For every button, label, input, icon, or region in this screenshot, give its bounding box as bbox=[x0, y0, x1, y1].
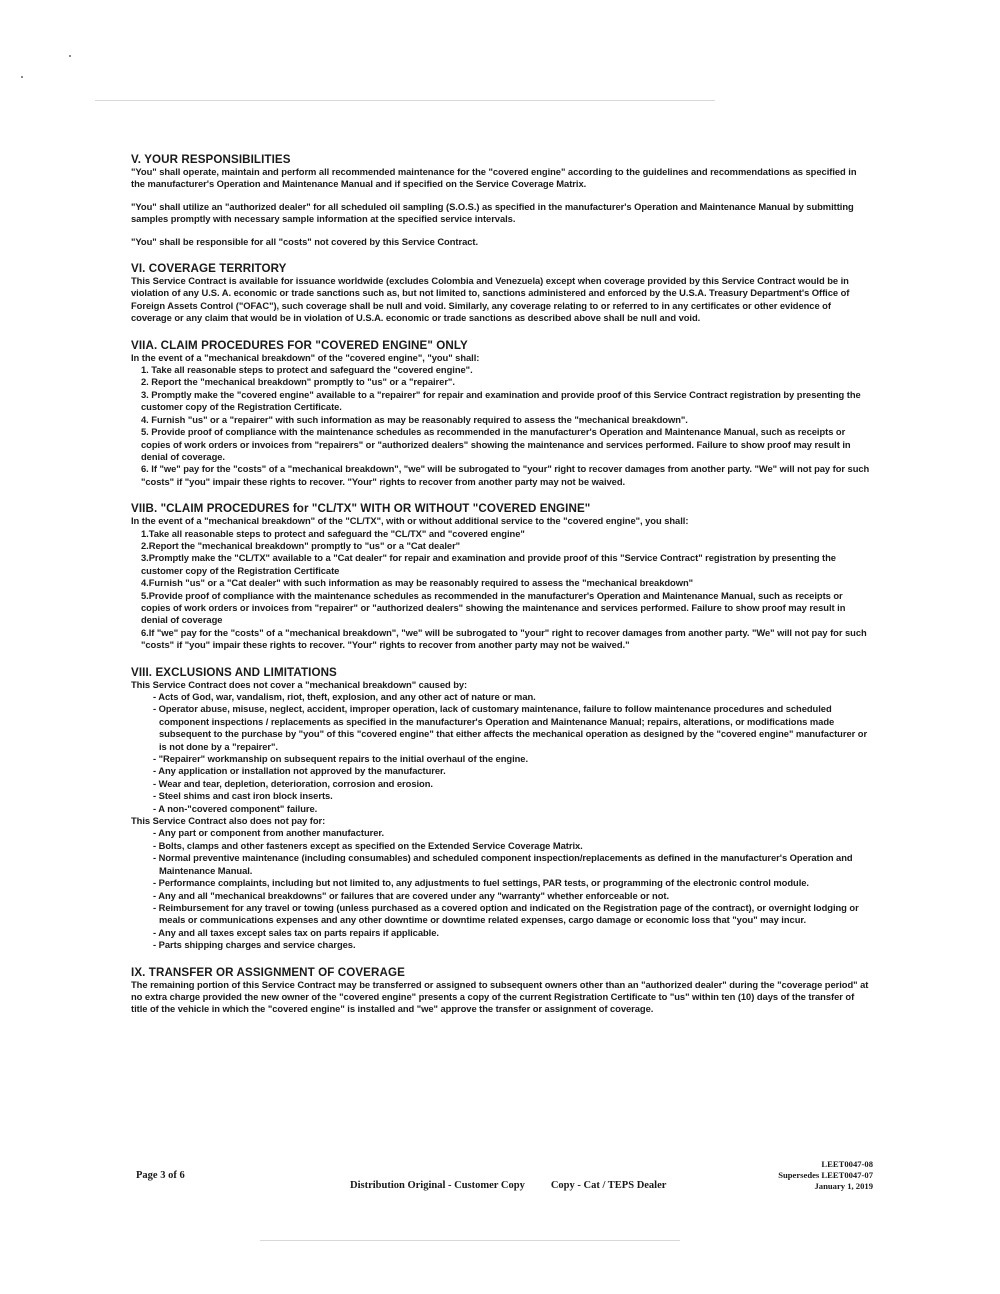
page-number: Page 3 of 6 bbox=[136, 1170, 185, 1181]
scan-artifact-bottom bbox=[260, 1240, 680, 1241]
section-coverage-territory bbox=[131, 262, 871, 325]
list-item: - Any part or component from another manufacturer. bbox=[153, 827, 385, 839]
list-item: 2.Report the "mechanical breakdown" promptly to "us" or a "Cat dealer" bbox=[141, 539, 461, 551]
list-item: - Any and all "mechanical breakdowns" or failures that are covered under any "warranty" whether enforceable or not. bbox=[153, 889, 669, 901]
section-title: VIII. EXCLUSIONS AND LIMITATIONS bbox=[131, 665, 337, 679]
paragraph: "You" shall be responsible for all "costs" not covered by this Service Contract. bbox=[131, 235, 479, 247]
list-item: 4.Furnish "us" or a "Cat dealer" with such information as may be reasonably required to assess the "mechanical breakdown" bbox=[141, 577, 694, 589]
section-intro: This Service Contract also does not pay for: bbox=[131, 815, 326, 827]
supersedes-note: Supersedes LEET0047-07 bbox=[778, 1170, 873, 1180]
effective-date: January 1, 2019 bbox=[814, 1181, 873, 1191]
list-item: - Reimbursement for any travel or towing (unless purchased as a covered option and indicated on the Registration page of the contract), or overnight lodging or meals or communications expenses and any other downtime or downtime related expenses, cargo damage or economic loss that "you" may incur. bbox=[153, 901, 859, 926]
list-item: - A non-"covered component" failure. bbox=[153, 802, 318, 814]
section-claim-procedures-cltx bbox=[131, 502, 871, 651]
list-item: 2. Report the "mechanical breakdown" promptly to "us" or a "repairer". bbox=[141, 376, 455, 388]
list-item: - Wear and tear, depletion, deterioration, corrosion and erosion. bbox=[153, 777, 433, 789]
section-exclusions bbox=[131, 666, 871, 952]
list-item: - Any and all taxes except sales tax on parts repairs if applicable. bbox=[153, 926, 439, 938]
list-item: 1. Take all reasonable steps to protect and safeguard the "covered engine". bbox=[141, 364, 473, 376]
exclusion-list bbox=[131, 691, 871, 815]
paragraph: This Service Contract is available for issuance worldwide (excludes Colombia and Venezuela) except when coverage provided by this Service Contract would be in violation of any U.S. A. economic or trade sanctions such as, but not limited to, sanctions administered and enforced by the U.S.A. Treasury Department's Office of Foreign Assets Control ("OFAC"), such coverage shall be null and void. Similarly, any coverage relating to or referred to in any certificates or other evidence of coverage or any claim that would be in violation of U.S.A. economic or trade sanctions as described above shall be null and void. bbox=[131, 275, 850, 324]
list-item: - Acts of God, war, vandalism, riot, theft, explosion, and any other act of nature or man. bbox=[153, 691, 536, 702]
list-item: 3.Promptly make the "CL/TX" available to a "Cat dealer" for repair and examination and provide proof of this "Service Contract" registration by presenting the customer copy of the Registration Certificate bbox=[141, 552, 836, 576]
exclusion-list bbox=[131, 827, 871, 951]
scan-artifact-top bbox=[95, 100, 715, 101]
scan-speck bbox=[69, 55, 71, 57]
procedure-list bbox=[131, 528, 871, 652]
list-item: - Operator abuse, misuse, neglect, accident, improper operation, lack of customary maintenance, failure to follow maintenance procedures and scheduled component inspections / replacements as specified in the manufacturer's Operation and Maintenance Manual; repairs, alterations, or modifications made subsequent to the purchase by "you" of this "covered engine" that either affects the mechanical operation as designed by the "covered engine" manufacturer or is not done by a "repairer". bbox=[153, 703, 868, 752]
list-item: - Any application or installation not approved by the manufacturer. bbox=[153, 765, 446, 777]
list-item: - Parts shipping charges and service charges. bbox=[153, 939, 356, 951]
list-item: 5. Provide proof of compliance with the maintenance schedules as recommended in the manufacturer's Operation and Maintenance Manual, such as receipts or copies of work orders or invoices from "repairers" or "authorized dealers" showing the maintenance and services performed. Failure to show proof may result in denial of coverage. bbox=[141, 426, 851, 462]
form-id: LEET0047-08 bbox=[821, 1159, 873, 1169]
list-item: - Normal preventive maintenance (including consumables) and scheduled component inspection/replacements as defined in the manufacturer's Operation and Maintenance Manual. bbox=[153, 852, 853, 876]
list-item: 5.Provide proof of compliance with the maintenance schedules as recommended in the manufacturer's Operation and Maintenance Manual, such as receipts or copies of work orders or invoices from "repairer" or "authorized dealers" showing the maintenance and services performed. Failure to show proof may result in denial of coverage bbox=[141, 589, 846, 626]
list-item: 1.Take all reasonable steps to protect and safeguard the "CL/TX" and "covered engine" bbox=[141, 527, 525, 539]
paragraph: The remaining portion of this Service Contract may be transferred or assigned to subsequent owners other than an "authorized dealer" during the "coverage period" at no extra charge provided the new owner of the "covered engine" presents a copy of the current Registration Certificate to "us" within ten (10) days of the transfer of title of the vehicle in which the "covered engine" is installed and "we" approve the transfer or assignment of coverage. bbox=[131, 978, 869, 1015]
list-item: - Steel shims and cast iron block inserts. bbox=[153, 790, 333, 802]
section-title: VIIA. CLAIM PROCEDURES FOR "COVERED ENGINE" ONLY bbox=[131, 338, 468, 352]
section-claim-procedures-engine bbox=[131, 339, 871, 488]
list-item: - Bolts, clamps and other fasteners except as specified on the Extended Service Coverage Matrix. bbox=[153, 839, 583, 851]
section-title: VIIB. "CLAIM PROCEDURES for "CL/TX" WITH OR WITHOUT "COVERED ENGINE" bbox=[131, 502, 591, 516]
section-intro: In the event of a "mechanical breakdown" of the "covered engine", "you" shall: bbox=[131, 351, 480, 363]
list-item: 6.If "we" pay for the "costs" of a "mechanical breakdown", "we" will be subrogated to "your" right to recover damages from another party. "We" will not pay for such "costs" if "you" impair these rights to recover. "Your" rights to recover from another party may not be waived." bbox=[141, 626, 867, 651]
paragraph: "You" shall utilize an "authorized dealer" for all scheduled oil sampling (S.O.S.) as specified in the manufacturer's Operation and Maintenance Manual by submitting samples promptly with necessary sample information at the specified service intervals. bbox=[131, 200, 854, 225]
procedure-list bbox=[131, 364, 871, 488]
paragraph: "You" shall operate, maintain and perform all recommended maintenance for the "covered engine" according to the guidelines and recommendations as specified in the manufacturer's Operation and Maintenance Manual and if specified on the Service Coverage Matrix. bbox=[131, 166, 857, 190]
list-item: - "Repairer" workmanship on subsequent repairs to the initial overhaul of the engine. bbox=[153, 753, 529, 765]
list-item: - Performance complaints, including but not limited to, any adjustments to fuel settings, PAR tests, or programming of the electronic control module. bbox=[153, 877, 809, 889]
form-info bbox=[778, 1159, 873, 1192]
section-title: V. YOUR RESPONSIBILITIES bbox=[131, 153, 291, 166]
scan-speck bbox=[21, 76, 23, 78]
section-your-responsibilities bbox=[131, 153, 871, 248]
list-item: 6. If "we" pay for the "costs" of a "mechanical breakdown", "we" will be subrogated to "your" right to recover damages from another party. "We" will not pay for such "costs" if "you" impair these rights to recover. "Your" rights to recover from another party may not be waived. bbox=[141, 463, 870, 487]
section-title: VI. COVERAGE TERRITORY bbox=[131, 262, 287, 276]
list-item: 3. Promptly make the "covered engine" available to a "repairer" for repair and examination and provide proof of this Service Contract registration by presenting the customer copy of the Registration Certificate. bbox=[141, 388, 861, 413]
list-item: 4. Furnish "us" or a "repairer" with such information as may be reasonably required to assess the "mechanical breakdown". bbox=[141, 413, 688, 425]
section-transfer bbox=[131, 966, 871, 1016]
section-intro: This Service Contract does not cover a "mechanical breakdown" caused by: bbox=[131, 678, 468, 690]
document-body bbox=[131, 153, 871, 1016]
section-intro: In the event of a "mechanical breakdown" of the "CL/TX", with or without additional service to the "covered engine", you shall: bbox=[131, 515, 689, 527]
distribution-label: Distribution Original - Customer Copy bbox=[350, 1180, 525, 1191]
copy-label: Copy - Cat / TEPS Dealer bbox=[550, 1180, 667, 1191]
section-title: IX. TRANSFER OR ASSIGNMENT OF COVERAGE bbox=[131, 965, 405, 979]
distribution-note bbox=[350, 1180, 692, 1191]
